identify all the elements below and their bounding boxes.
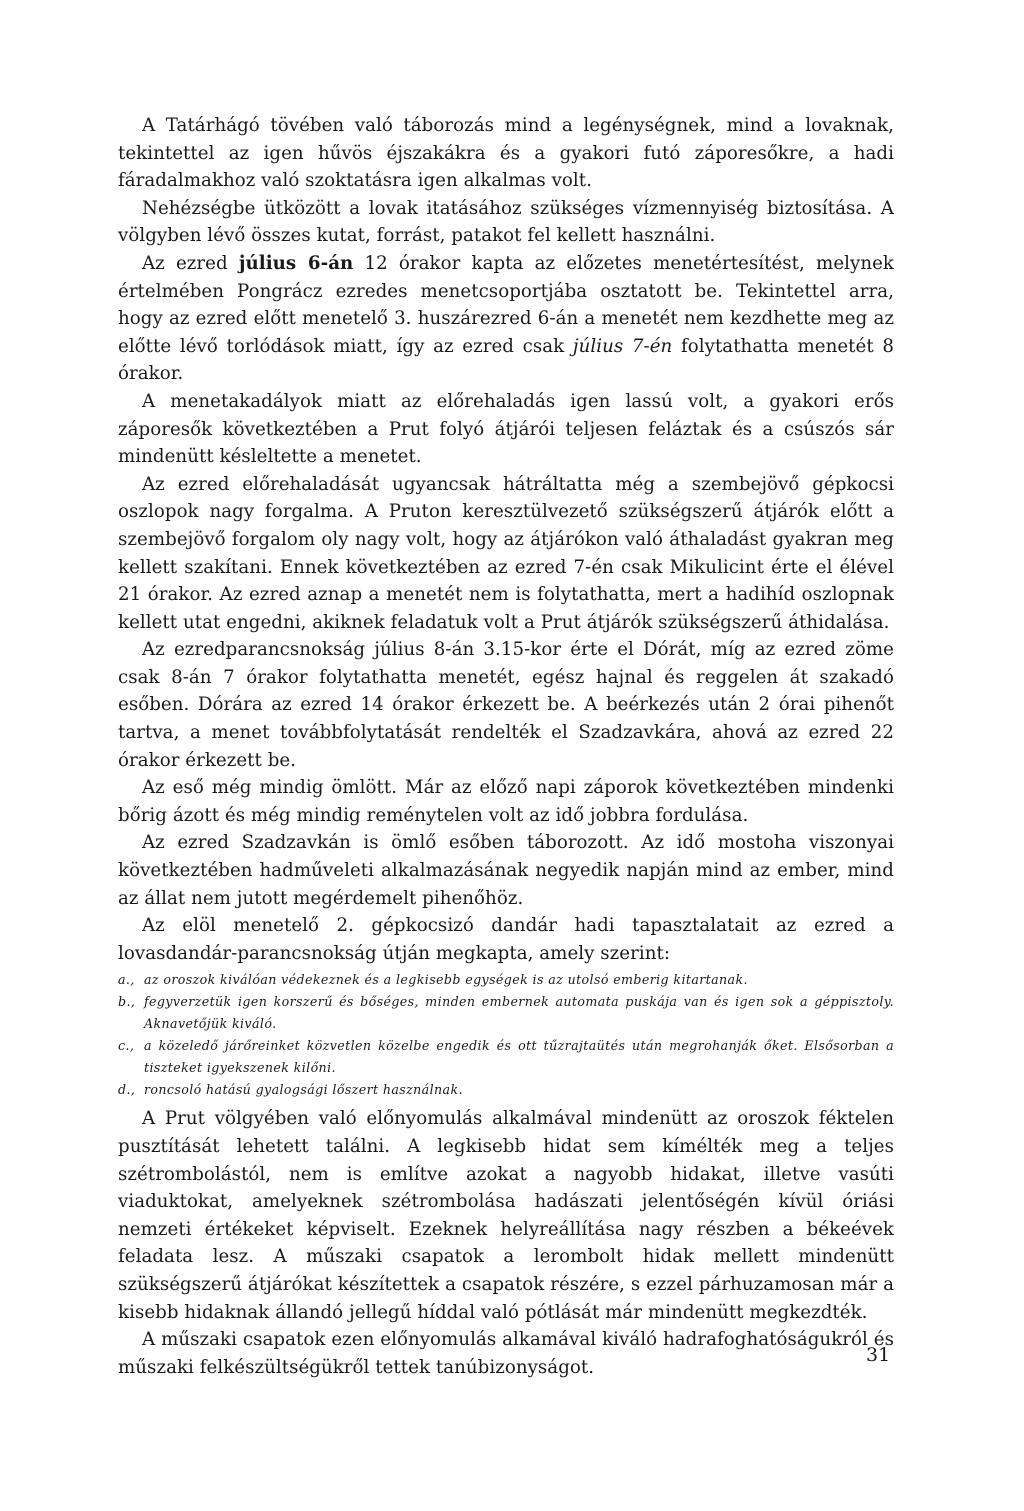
list-item-text: roncsoló hatású gyalogsági lőszert használnak.: [144, 1082, 463, 1098]
list-item: [118, 1035, 894, 1079]
list-item-text: az oroszok kiválóan védekeznek és a legkisebb egységek is az utolsó emberig kitartanak.: [144, 972, 748, 988]
list-marker: c.,: [118, 1038, 135, 1054]
paragraph-5: Az ezred előrehaladását ugyancsak hátráltatta még a szembejövő gépkocsi oszlopok nagy forgalma. A Pruton keresztülvezető szükségszerű átjárók előtt a szembejövő forgalom oly nagy volt, hogy az átjárókon való áthaladást gyakran meg kellett szakítani. Ennek következtében az ezred 7-én csak Mikulicint érte el élével 21 órakor. Az ezred aznap a menetét nem is folytathatta, mert a hadihíd oszlopnak kellett utat engedni, akiknek feladatuk volt a Prut átjárók szükségszerű áthidalása.: [118, 473, 894, 633]
paragraph-9: Az elöl menetelő 2. gépkocsizó dandár hadi tapasztalatait az ezred a lovasdandár-parancsnokság útján megkapta, amely szerint:: [118, 915, 894, 964]
list-item: [118, 969, 894, 991]
list-marker: b.,: [118, 994, 136, 1010]
list-item: [118, 1079, 894, 1101]
paragraph-3-part-a: Az ezred: [142, 252, 239, 274]
experience-list: [118, 969, 894, 1101]
paragraph-1: A Tatárhágó tövében való táborozás mind a legénységnek, mind a lovaknak, tekintettel az igen hűvös éjszakákra és a gyakori futó záporesőkre, a hadi fáradalmakhoz való szoktatásra igen alkalmas volt.: [118, 115, 894, 192]
page-body: [118, 112, 894, 1381]
list-item-text: fegyverzetük igen korszerű és bőséges, minden embernek automata puskája van és igen sok a géppisztoly. Aknavetőjük kiváló.: [144, 994, 894, 1032]
paragraph-8: Az ezred Szadzavkán is ömlő esőben táborozott. Az idő mostoha viszonyai következtében hadműveleti alkalmazásának negyedik napján mind az ember, mind az állat nem jutott megérdemelt pihenőhöz.: [118, 832, 894, 909]
list-marker: d.,: [118, 1082, 136, 1098]
paragraph-7: Az eső még mindig ömlött. Már az előző napi záporok következtében mindenki bőrig ázott és még mindig reménytelen volt az idő jobbra fordulása.: [118, 777, 894, 826]
list-item-text: a közeledő járőreinket közvetlen közelbe engedik és ott tűzrajtaütés után megrohanják őket. Elsősorban a tiszteket igyekszenek kilőni.: [144, 1038, 894, 1076]
page-number: 31: [866, 1344, 891, 1366]
paragraph-3-bold-date: július 6-án: [238, 252, 354, 274]
paragraph-3-part-e: folytathatta menetét 8 órakor.: [118, 335, 894, 385]
list-marker: a.,: [118, 972, 135, 988]
paragraph-10: A Prut völgyében való előnyomulás alkalmával mindenütt az oroszok féktelen pusztítását lehetett találni. A legkisebb hidat sem kímélték meg a teljes szétrombolástól, nem is említve azokat a nagyobb hidakat, illetve vasúti viaduktokat, amelyeknek szétrombolása hadászati jelentőségén kívül óriási nemzeti értékeket képviselt. Ezeknek helyreállítása nagy részben a békeévek feladata lesz. A műszaki csapatok a lerombolt hidak mellett mindenütt szükségszerű átjárókat készítettek a csapatok részére, s ezzel párhuzamosan már a kisebb hidaknak állandó jellegű híddal való pótlását már mindenütt megkezdték.: [118, 1108, 894, 1323]
paragraph-4: A menetakadályok miatt az előrehaladás igen lassú volt, a gyakori erős záporesők következtében a Prut folyó átjárói teljesen feláztak és a csúszós sár mindenütt késleltette a menetet.: [118, 390, 894, 468]
paragraph-3-italic-date: július 7-én: [572, 335, 673, 357]
paragraph-3: [118, 250, 894, 388]
paragraph-2: Nehézségbe ütközött a lovak itatásához szükséges vízmennyiség biztosítása. A völgyben lévő összes kutat, forrást, patakot fel kellett használni.: [118, 197, 894, 247]
paragraph-3-part-c: 12 órakor kapta az előzetes menetértesítést, melynek értelmében Pongrácz ezredes menetcsoportjába osztatott be. Tekintettel arra, hogy az ezred előtt menetelő 3. huszárezred 6-án a menetét nem kezdhette meg az előtte lévő torlódások miatt, így az ezred csak: [118, 252, 894, 357]
list-item: [118, 991, 894, 1035]
paragraph-6: Az ezredparancsnokság július 8-án 3.15-kor érte el Dórát, míg az ezred zöme csak 8-án 7 órakor folytathatta menetét, egész hajnal és reggelen át szakadó esőben. Dórára az ezred 14 órakor érkezett be. A beérkezés után 2 órai pihenőt tartva, a menet továbbfolytatását rendelték el Szadzavkára, ahová az ezred 22 órakor érkezett be.: [118, 639, 894, 771]
paragraph-11: A műszaki csapatok ezen előnyomulás alkamával kiváló hadrafoghatóságukról és műszaki felkészültségükről tettek tanúbizonyságot.: [118, 1329, 894, 1378]
